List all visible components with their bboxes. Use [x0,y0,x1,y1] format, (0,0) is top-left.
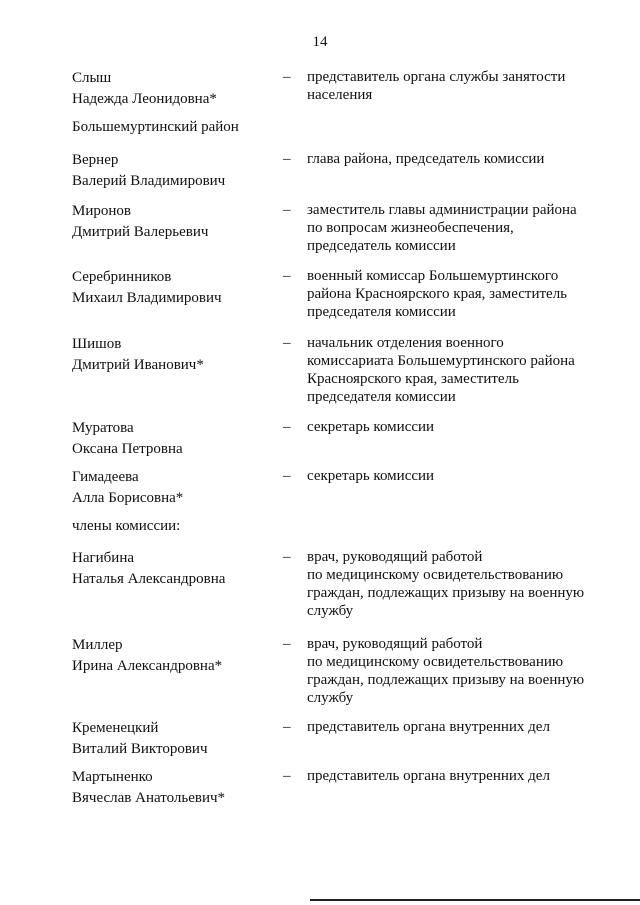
member-given-names: Дмитрий Валерьевич [72,224,209,240]
role-line: района Красноярского края, заместитель [307,286,568,302]
section-heading-district: Большемуртинский район [72,119,239,135]
member-role [307,334,597,406]
section-heading-members: члены комиссии: [72,518,181,534]
member-surname: Муратова [72,420,134,436]
dash-separator: – [283,202,291,218]
dash-separator: – [283,549,291,565]
role-line: по вопросам жизнеобеспечения, [307,220,514,236]
role-line: службу [307,690,354,706]
role-line: секретарь комиссии [307,419,435,435]
member-surname: Миронов [72,203,131,219]
role-line: врач, руководящий работой [307,549,483,565]
role-line: граждан, подлежащих призыву на военную [307,585,585,601]
member-given-names: Оксана Петровна [72,441,183,457]
role-line: председатель комиссии [307,238,456,254]
member-surname: Шишов [72,336,122,352]
role-line: начальник отделения военного [307,335,504,351]
dash-separator: – [283,151,291,167]
member-surname: Миллер [72,637,123,653]
dash-separator: – [283,468,291,484]
dash-separator: – [283,719,291,735]
member-name [72,68,272,110]
member-role [307,467,597,485]
member-name [72,201,272,243]
member-given-names: Наталья Александровна [72,571,226,587]
member-surname: Вернер [72,152,119,168]
member-role [307,548,597,620]
member-name [72,635,272,677]
page-number: 14 [312,34,328,50]
member-role [307,418,597,436]
member-name [72,334,272,376]
role-line: председателя комиссии [307,304,456,320]
role-line: председателя комиссии [307,389,456,405]
member-name [72,467,272,509]
member-name [72,548,272,590]
role-line: представитель органа службы занятости [307,69,566,85]
member-given-names: Валерий Владимирович [72,173,226,189]
member-given-names: Виталий Викторович [72,741,208,757]
member-role [307,635,597,707]
role-line: представитель органа внутренних дел [307,768,550,784]
dash-separator: – [283,69,291,85]
role-line: населения [307,87,373,103]
member-role [307,150,597,168]
member-role [307,201,597,255]
role-line: Красноярского края, заместитель [307,371,519,387]
role-line: по медицинскому освидетельствованию [307,567,564,583]
member-role [307,718,597,736]
role-line: по медицинскому освидетельствованию [307,654,564,670]
member-name [72,418,272,460]
role-line: службу [307,603,354,619]
member-given-names: Вячеслав Анатольевич* [72,790,226,806]
member-role [307,68,597,104]
role-line: военный комиссар Большемуртинского [307,268,559,284]
dash-separator: – [283,768,291,784]
member-given-names: Надежда Леонидовна* [72,91,217,107]
member-surname: Серебринников [72,269,172,285]
member-surname: Мартыненко [72,769,153,785]
role-line: секретарь комиссии [307,468,435,484]
member-name [72,150,272,192]
dash-separator: – [283,636,291,652]
member-surname: Кременецкий [72,720,159,736]
dash-separator: – [283,335,291,351]
dash-separator: – [283,268,291,284]
role-line: комиссариата Большемуртинского района [307,353,575,369]
page-bottom-rule [310,899,640,901]
role-line: заместитель главы администрации района [307,202,577,218]
member-surname: Слыш [72,70,112,86]
member-surname: Нагибина [72,550,135,566]
member-given-names: Дмитрий Иванович* [72,357,204,373]
member-given-names: Алла Борисовна* [72,490,184,506]
member-name [72,767,272,809]
member-name [72,267,272,309]
member-surname: Гимадеева [72,469,139,485]
role-line: представитель органа внутренних дел [307,719,550,735]
member-role [307,267,597,321]
dash-separator: – [283,419,291,435]
role-line: врач, руководящий работой [307,636,483,652]
member-given-names: Михаил Владимирович [72,290,222,306]
member-given-names: Ирина Александровна* [72,658,223,674]
member-name [72,718,272,760]
member-role [307,767,597,785]
role-line: глава района, председатель комиссии [307,151,545,167]
role-line: граждан, подлежащих призыву на военную [307,672,585,688]
